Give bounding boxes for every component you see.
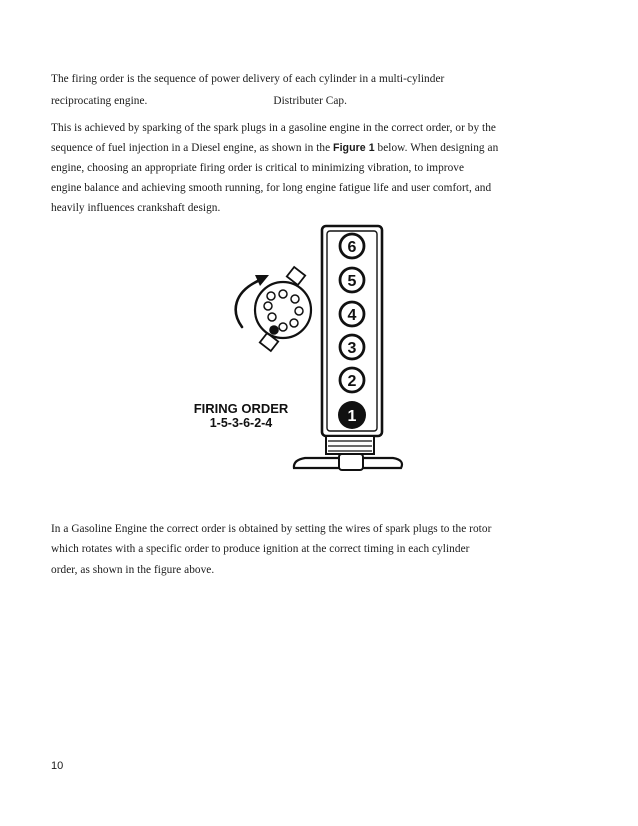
paragraph2-line2-post: below. When designing an <box>377 142 499 154</box>
firing-order-title: FIRING ORDER <box>193 401 289 416</box>
svg-text:5: 5 <box>347 273 357 290</box>
svg-text:2: 2 <box>347 373 357 390</box>
cylinder-3 <box>340 335 364 359</box>
firing-order-figure <box>175 222 405 474</box>
paragraph2-line2-pre: sequence of fuel injection in a Diesel engine, as shown in the <box>51 142 331 154</box>
paragraph1-line2 <box>51 95 347 107</box>
cylinder-1 <box>338 401 366 429</box>
firing-order-sequence: 1-5-3-6-2-4 <box>209 416 273 430</box>
cylinder-4 <box>340 302 364 326</box>
figure-reference: Figure 1 <box>333 142 375 154</box>
page-number: 10 <box>51 760 64 772</box>
paragraph3-line3: order, as shown in the figure above. <box>51 564 215 576</box>
paragraph1-line2-text: reciprocating engine. <box>51 95 148 107</box>
svg-text:3: 3 <box>347 340 357 357</box>
svg-text:1: 1 <box>347 408 357 425</box>
cylinder-6 <box>340 234 364 258</box>
paragraph3-line2: which rotates with a specific order to produce ignition at the correct timing in each cylinder <box>51 543 470 555</box>
paragraph2-line1: This is achieved by sparking of the spark plugs in a gasoline engine in the correct order, or by the <box>51 122 496 134</box>
paragraph1-line1: The firing order is the sequence of power delivery of each cylinder in a multi-cylinder <box>51 73 445 85</box>
paragraph2-line2 <box>51 142 498 154</box>
paragraph2-line4: engine balance and achieving smooth running, for long engine fatigue life and user comfort, and <box>51 182 492 194</box>
paragraph3-line1: In a Gasoline Engine the correct order is obtained by setting the wires of spark plugs to the rotor <box>51 523 492 535</box>
svg-text:6: 6 <box>347 239 357 256</box>
crankshaft-base <box>294 436 402 470</box>
svg-text:4: 4 <box>347 307 357 324</box>
cylinder-2 <box>340 368 364 392</box>
distributer-cap-label: Distributer Cap. <box>273 95 347 107</box>
engine-block-diagram <box>322 226 382 436</box>
cylinder-5 <box>340 268 364 292</box>
paragraph2-line5: heavily influences crankshaft design. <box>51 202 221 214</box>
paragraph2-line3: engine, choosing an appropriate firing order is critical to minimizing vibration, to improve <box>51 162 465 174</box>
